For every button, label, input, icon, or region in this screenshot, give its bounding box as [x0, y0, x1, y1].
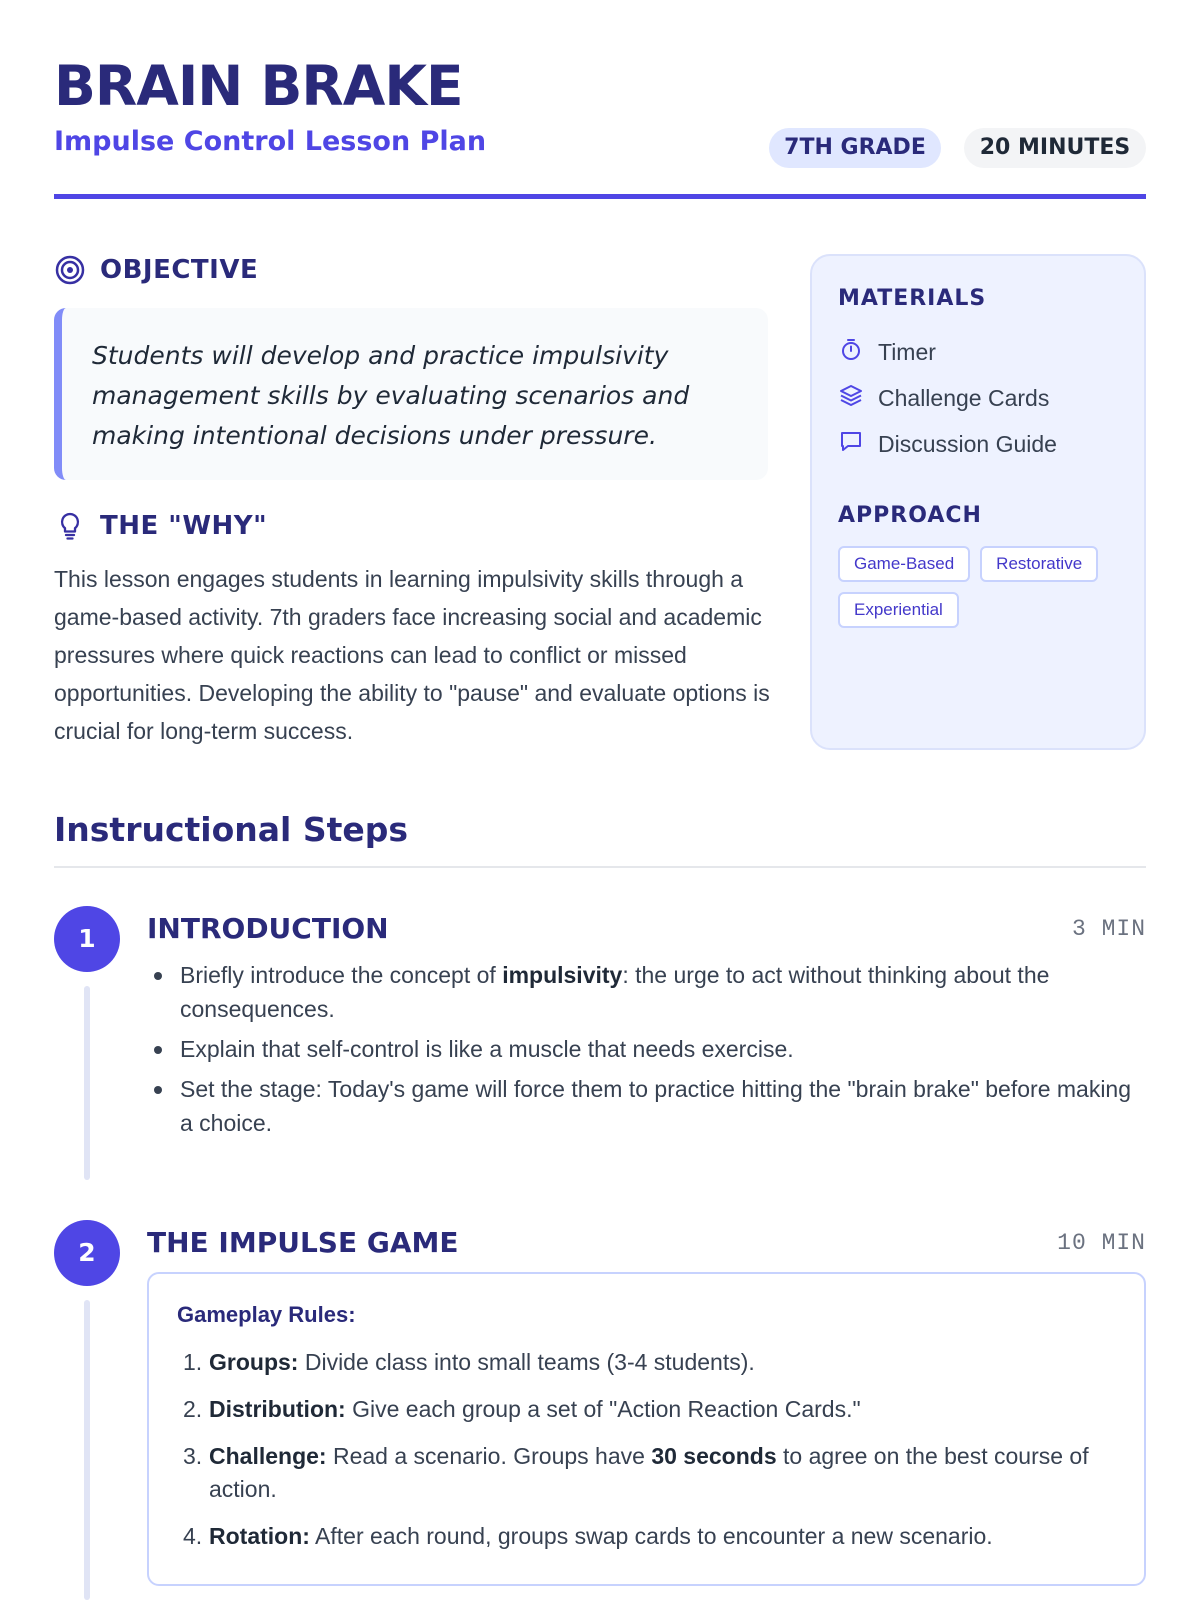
- approach-heading: APPROACH: [838, 503, 982, 528]
- step-timeline-line: [84, 1300, 90, 1600]
- step-duration: 3 MIN: [1071, 916, 1146, 942]
- steps-divider: [54, 866, 1146, 868]
- why-heading: [54, 510, 267, 542]
- step-duration: 10 MIN: [1057, 1230, 1146, 1256]
- step-number-badge: 1: [54, 906, 120, 972]
- objective-text: Students will develop and practice impulsivity management skills by evaluating scenarios and making intentional decisions under pressure.: [92, 341, 690, 450]
- materials-list: [838, 329, 1118, 467]
- objective-quote: [54, 308, 768, 480]
- step-number-badge: 2: [54, 1220, 120, 1286]
- step-title: THE IMPULSE GAME: [147, 1226, 459, 1259]
- layers-icon: [838, 382, 864, 414]
- why-text: This lesson engages students in learning impulsivity skills through a game-based activity. 7th graders face increasing social and academic pressures where quick reactions can lead to conflict or missed opportunities. Developing the ability to "pause" and evaluate options is crucial for long-term success.: [54, 566, 770, 744]
- chat-bubble-icon: [838, 428, 864, 460]
- list-item: Explain that self-control is like a muscle that needs exercise.: [150, 1032, 1146, 1066]
- duration-badge: 20 MINUTES: [964, 128, 1146, 168]
- gameplay-rules-box: [147, 1272, 1146, 1586]
- page-subtitle: Impulse Control Lesson Plan: [54, 126, 487, 157]
- step-timeline-line: [84, 986, 90, 1180]
- materials-item: [838, 421, 1118, 467]
- approach-tag: Restorative: [980, 546, 1098, 582]
- rules-heading: Gameplay Rules:: [177, 1302, 356, 1327]
- step-title: INTRODUCTION: [147, 912, 389, 945]
- step-bullets: [150, 958, 1146, 1146]
- list-item: 3. Challenge: Read a scenario. Groups have 30 seconds to agree on the best course of action.: [183, 1443, 1089, 1502]
- page-title: BRAIN BRAKE: [54, 54, 463, 118]
- objective-heading: [54, 254, 258, 286]
- stopwatch-icon: [838, 336, 864, 368]
- materials-item: [838, 375, 1118, 421]
- approach-tag: Experiential: [838, 592, 959, 628]
- list-item: Set the stage: Today's game will force them to practice hitting the "brain brake" before making a choice.: [150, 1072, 1146, 1140]
- steps-heading: Instructional Steps: [54, 810, 409, 849]
- objective-label: OBJECTIVE: [100, 255, 259, 285]
- approach-tags: [838, 546, 1128, 628]
- lightbulb-icon: [54, 510, 86, 542]
- materials-item-label: Timer: [878, 338, 936, 365]
- materials-item-label: Discussion Guide: [878, 430, 1057, 457]
- grade-badge: 7TH GRADE: [769, 128, 941, 168]
- list-item: Briefly introduce the concept of impulsivity: the urge to act without thinking about the consequences.: [150, 958, 1146, 1026]
- list-item: 4. Rotation: After each round, groups swap cards to encounter a new scenario.: [183, 1523, 993, 1549]
- list-item: 1. Groups: Divide class into small teams (3-4 students).: [183, 1349, 755, 1375]
- approach-tag: Game-Based: [838, 546, 970, 582]
- rules-list: [177, 1346, 1116, 1553]
- header-divider: [54, 194, 1146, 199]
- materials-item: [838, 329, 1118, 375]
- list-item: 2. Distribution: Give each group a set of "Action Reaction Cards.": [183, 1396, 861, 1422]
- materials-card: [810, 254, 1146, 750]
- materials-heading: MATERIALS: [838, 286, 987, 311]
- why-label: THE "WHY": [100, 511, 268, 541]
- target-icon: [54, 254, 86, 286]
- materials-item-label: Challenge Cards: [878, 384, 1050, 411]
